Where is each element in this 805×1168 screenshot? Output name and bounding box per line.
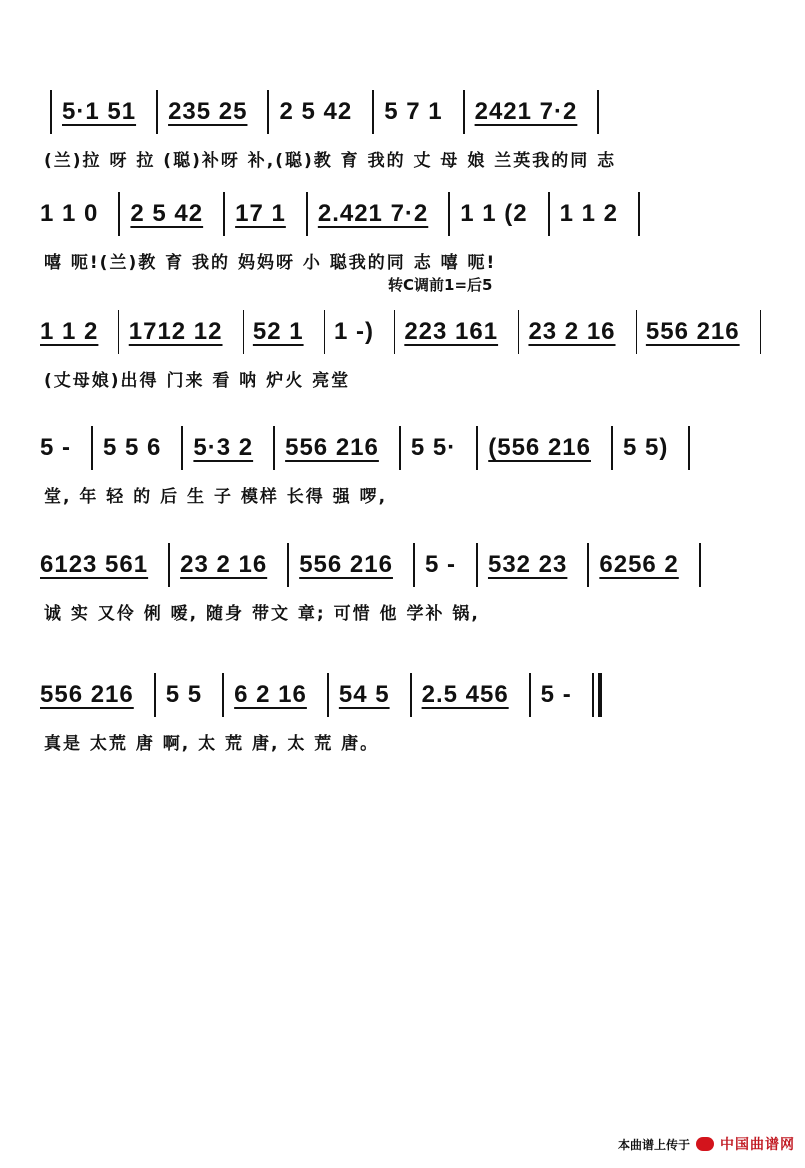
measure: 5 - xyxy=(40,434,72,461)
bar-line xyxy=(529,673,531,717)
measure: 1 1 0 xyxy=(40,200,99,227)
measure: 2421 7·2 xyxy=(474,98,578,125)
bar-line xyxy=(597,90,599,134)
measure: 5 5) xyxy=(622,434,669,461)
bar-line xyxy=(372,90,374,134)
bar-line xyxy=(399,426,401,470)
measure: 6123 561 xyxy=(40,551,149,578)
lyrics-row: 诚 实 又伶 俐 嗳, 随身 带文 章; 可惜 他 学补 锅, xyxy=(44,604,480,624)
bar-line xyxy=(287,543,289,587)
bar-line xyxy=(156,90,158,134)
bar-line xyxy=(463,90,465,134)
measure: 556 216 xyxy=(285,434,379,461)
measure: 1 1 2 xyxy=(559,200,619,227)
bar-line xyxy=(327,673,329,717)
measure: 5 - xyxy=(540,681,572,708)
bar-line xyxy=(91,426,93,470)
measure: 23 2 16 xyxy=(180,551,268,578)
measure: 235 25 xyxy=(168,98,248,125)
measure: 5 7 1 xyxy=(384,98,443,125)
bar-line xyxy=(587,543,589,587)
measure: 17 1 xyxy=(235,200,286,227)
footer xyxy=(618,1134,795,1154)
bar-line xyxy=(413,543,415,587)
bar-line xyxy=(118,192,120,236)
bar-line xyxy=(638,192,640,236)
measure: 5 5 6 xyxy=(103,434,162,461)
measure: 6 2 16 xyxy=(234,681,307,708)
final-bar-line-thick xyxy=(598,673,602,717)
key-change-annotation: 转C调前1=后5 xyxy=(388,276,493,294)
measure: 5 - xyxy=(424,551,456,578)
measure: 52 1 xyxy=(252,318,304,345)
measure: (556 216 xyxy=(488,434,591,461)
bar-line xyxy=(181,426,183,470)
bar-line xyxy=(223,192,225,236)
final-bar-line xyxy=(592,673,594,717)
measure: 1712 12 xyxy=(128,318,223,345)
measure: 5·1 51 xyxy=(62,98,137,125)
measure: 556 216 xyxy=(299,551,393,578)
measure: 1 1 (2 xyxy=(460,200,528,227)
bar-line xyxy=(476,543,478,587)
lyrics-row: 嘻 呃!(兰)教 育 我的 妈妈呀 小 聪我的同 志 嘻 呃! xyxy=(44,253,497,273)
measure: 532 23 xyxy=(487,551,568,578)
notation-row xyxy=(40,82,770,142)
bar-line xyxy=(273,426,275,470)
bar-line xyxy=(548,192,550,236)
measure: 23 2 16 xyxy=(528,318,616,345)
measure: 5·3 2 xyxy=(193,434,254,461)
bar-line xyxy=(267,90,269,134)
bar-line xyxy=(168,543,170,587)
site-name[interactable]: 中国曲谱网 xyxy=(720,1137,795,1153)
bar-line xyxy=(611,426,613,470)
measure: 556 216 xyxy=(40,681,134,708)
measure: 5 5 xyxy=(165,681,203,708)
lyrics-row: 真是 太荒 唐 啊, 太 荒 唐, 太 荒 唐。 xyxy=(44,734,380,754)
measure: 556 216 xyxy=(645,318,740,345)
bar-line xyxy=(154,673,156,717)
notation-row xyxy=(40,302,770,362)
measure: 2 5 42 xyxy=(279,98,353,125)
bar-line xyxy=(699,543,701,587)
measure: 2 5 42 xyxy=(130,200,204,227)
bar-line xyxy=(476,426,478,470)
measure: 2.5 456 xyxy=(421,681,509,708)
site-logo-icon xyxy=(696,1137,714,1151)
measure: 54 5 xyxy=(338,681,390,708)
measure: 6256 2 xyxy=(599,551,679,578)
lyrics-row: (丈母娘)出得 门来 看 呐 炉火 亮堂 xyxy=(44,371,351,391)
lyrics-row: 堂, 年 轻 的 后 生 子 模样 长得 强 啰, xyxy=(44,487,388,507)
measure: 2.421 7·2 xyxy=(317,200,429,227)
bar-line xyxy=(688,426,690,470)
bar-line xyxy=(222,673,224,717)
bar-line xyxy=(306,192,308,236)
measure: 1 1 2 xyxy=(40,318,99,345)
notation-row xyxy=(40,535,770,595)
lyrics-row: (兰)拉 呀 拉 (聪)补呀 补,(聪)教 育 我的 丈 母 娘 兰英我的同 志 xyxy=(44,151,617,171)
bar-line xyxy=(50,90,52,134)
upload-text: 本曲谱上传于 xyxy=(617,1137,690,1152)
measure: 223 161 xyxy=(404,318,499,345)
measure: 5 5· xyxy=(410,434,457,461)
bar-line xyxy=(410,673,412,717)
notation-row xyxy=(40,418,770,478)
notation-row xyxy=(40,184,770,244)
notation-row xyxy=(40,665,770,725)
measure: 1 -) xyxy=(333,318,374,345)
bar-line xyxy=(448,192,450,236)
